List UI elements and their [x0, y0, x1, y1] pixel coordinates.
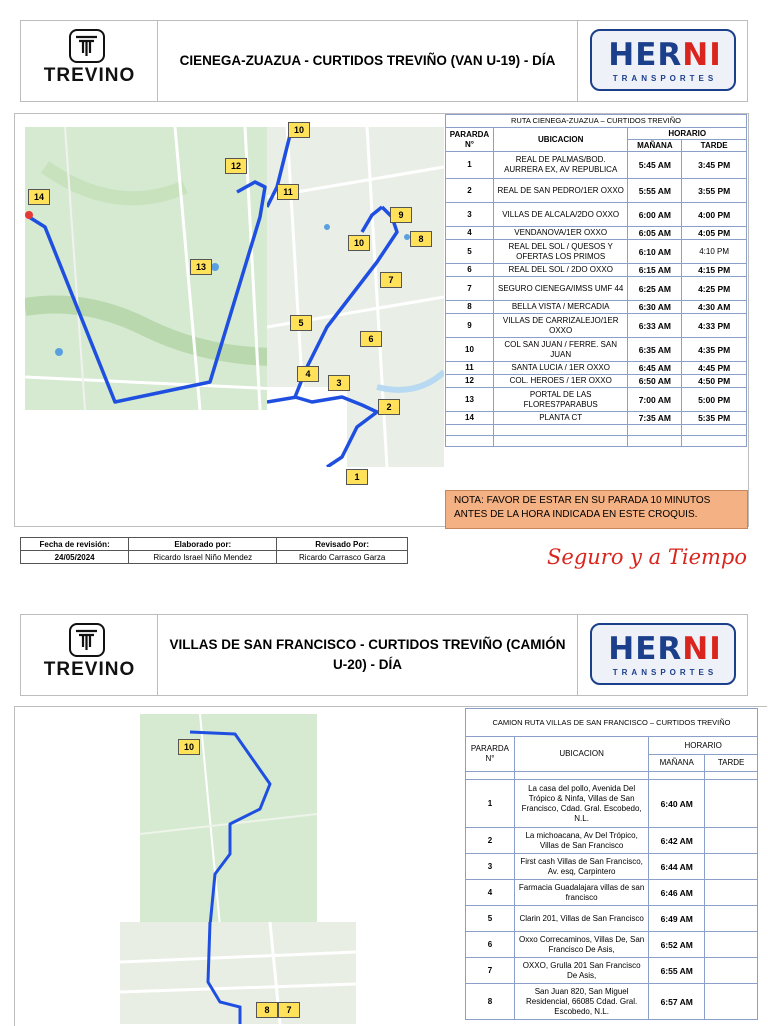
col-location-header: UBICACION — [493, 128, 627, 152]
route1-schedule-table — [445, 114, 747, 447]
table-row: 5 REAL DEL SOL / QUESOS Y OFERTAS LOS PRIMOS 6:10 AM 4:10 PM — [446, 240, 747, 264]
map-marker: 10 — [178, 739, 200, 755]
table-row: 3 First cash Villas de San Francisco, Av. esq, Carpintero 6:44 AM — [466, 854, 758, 880]
map-marker: 7 — [380, 272, 402, 288]
route2-title: VILLAS DE SAN FRANCISCO - CURTIDOS TREVIÑO (CAMIÓN U-20) - DÍA — [169, 637, 566, 672]
route1-table-caption: RUTA CIENEGA-ZUAZUA – CURTIDOS TREVIÑO — [446, 115, 747, 128]
map-marker: 13 — [190, 259, 212, 275]
col-schedule-header: HORARIO — [628, 128, 747, 140]
col-morning-header: MAÑANA — [628, 140, 682, 152]
route1-map-right-drawing — [267, 127, 444, 467]
map-marker: 4 — [297, 366, 319, 382]
trevino-t-icon — [69, 623, 105, 657]
map-marker: 9 — [390, 207, 412, 223]
table-row: 9 VILLAS DE CARRIZALEJO/1ER OXXO 6:33 AM 4:33 PM — [446, 314, 747, 338]
revision-table — [20, 537, 408, 564]
table-row: 8 BELLA VISTA / MERCADIA 6:30 AM 4:30 AM — [446, 301, 747, 314]
col-afternoon-header: TARDE — [682, 140, 747, 152]
table-row: 6 REAL DEL SOL / 2DO OXXO 6:15 AM 4:15 PM — [446, 264, 747, 277]
slogan: Seguro y a Tiempo — [547, 545, 748, 569]
col-schedule-header: HORARIO — [649, 737, 758, 755]
route2-header — [20, 614, 748, 696]
table-row: 10 COL SAN JUAN / FERRE. SAN JUAN 6:35 AM 4:35 PM — [446, 338, 747, 362]
herni-logo-text-b: NI — [682, 631, 722, 667]
revision-reviewed-label: Revisado Por: — [277, 538, 408, 551]
col-stop-header: PARARDA N° — [466, 737, 515, 772]
herni-logo — [577, 21, 747, 101]
map-marker: 3 — [328, 375, 350, 391]
map-marker: 11 — [277, 184, 299, 200]
herni-logo-text-b: NI — [682, 37, 722, 73]
map-marker: 10 — [288, 122, 310, 138]
trevino-logo-text: TREVINO — [43, 659, 136, 680]
revision-made-label: Elaborado por: — [129, 538, 277, 551]
revision-date: 24/05/2024 — [21, 551, 129, 564]
table-row: 7 OXXO, Grulla 201 San Francisco De Asis, 6:55 AM — [466, 958, 758, 984]
table-row: 1 REAL DE PALMAS/BOD. AURRERA EX, AV REPUBLICA 5:45 AM 3:45 PM — [446, 152, 747, 179]
route1-map-right — [267, 127, 444, 467]
revision-reviewed-by: Ricardo Carrasco Garza — [277, 551, 408, 564]
map-marker: 8 — [410, 231, 432, 247]
trevino-logo — [21, 21, 158, 101]
route1-title: CIENEGA-ZUAZUA - CURTIDOS TREVIÑO (VAN U-19) - DÍA — [179, 53, 556, 68]
revision-made-by: Ricardo Israel Niño Mendez — [129, 551, 277, 564]
col-afternoon-header: TARDE — [705, 755, 758, 772]
table-row: 1 La casa del pollo, Avenida Del Trópico & Ninfa, Villas de San Francisco, Cdad. Gral. Escobedo, N.L. 6:40 AM — [466, 780, 758, 828]
route1-header — [20, 20, 748, 102]
table-row: 3 VILLAS DE ALCALA/2DO OXXO 6:00 AM 4:00 PM — [446, 203, 747, 227]
table-row: 13 PORTAL DE LAS FLORES7PARABUS 7:00 AM 5:00 PM — [446, 388, 747, 412]
table-row: 5 Clarin 201, Villas de San Francisco 6:49 AM — [466, 906, 758, 932]
trevino-logo — [21, 615, 158, 695]
route2-schedule-table — [465, 708, 758, 1020]
table-row: 4 VENDANOVA/1ER OXXO 6:05 AM 4:05 PM — [446, 227, 747, 240]
trevino-t-icon — [69, 29, 105, 63]
table-row: 2 La michoacana, Av Del Trópico, Villas de San Francisco 6:42 AM — [466, 828, 758, 854]
table-row: 11 SANTA LUCIA / 1ER OXXO 6:45 AM 4:45 PM — [446, 362, 747, 375]
table-row: 6 Oxxo Correcaminos, Villas De, San Francisco De Asis, 6:52 AM — [466, 932, 758, 958]
map-marker: 6 — [360, 331, 382, 347]
map-marker: 1 — [346, 469, 368, 485]
map-marker: 2 — [378, 399, 400, 415]
trevino-logo-text: TREVINO — [43, 65, 136, 86]
route2-map-lower-drawing — [120, 922, 356, 1024]
revision-date-label: Fecha de revisión: — [21, 538, 129, 551]
table-row: 2 REAL DE SAN PEDRO/1ER OXXO 5:55 AM 3:55 PM — [446, 179, 747, 203]
map-marker: 10 — [348, 235, 370, 251]
table-row: 12 COL. HEROES / 1ER OXXO 6:50 AM 4:50 PM — [446, 375, 747, 388]
herni-logo-subtitle: TRANSPORTES — [612, 74, 718, 83]
col-stop-header: PARARDA N° — [446, 128, 494, 152]
herni-logo — [577, 615, 747, 695]
route1-note: NOTA: FAVOR DE ESTAR EN SU PARADA 10 MINUTOS ANTES DE LA HORA INDICADA EN ESTE CROQUIS. — [445, 490, 748, 529]
table-row-empty — [446, 425, 747, 436]
col-location-header: UBICACION — [514, 737, 648, 772]
herni-logo-text-a: HER — [608, 37, 683, 73]
table-row: 4 Farmacia Guadalajara villas de san francisco 6:46 AM — [466, 880, 758, 906]
herni-logo-subtitle: TRANSPORTES — [612, 668, 718, 677]
table-row: 7 SEGURO CIENEGA/IMSS UMF 44 6:25 AM 4:25 PM — [446, 277, 747, 301]
route2-map-upper-drawing — [140, 714, 317, 926]
table-row-empty — [446, 436, 747, 447]
map-marker: 8 — [256, 1002, 278, 1018]
route2-map-upper — [140, 714, 317, 926]
map-marker: 5 — [290, 315, 312, 331]
route2-map-lower — [120, 922, 356, 1024]
table-row: 8 San Juan 820, San Miguel Residencial, 66085 Cdad. Gral. Escobedo, N.L. 6:57 AM — [466, 984, 758, 1020]
map-marker: 12 — [225, 158, 247, 174]
herni-logo-text-a: HER — [608, 631, 683, 667]
col-morning-header: MAÑANA — [649, 755, 705, 772]
route2-table-caption: CAMION RUTA VILLAS DE SAN FRANCISCO – CURTIDOS TREVIÑO — [466, 709, 758, 737]
map-marker: 7 — [278, 1002, 300, 1018]
map-marker: 14 — [28, 189, 50, 205]
table-row: 14 PLANTA CT 7:35 AM 5:35 PM — [446, 412, 747, 425]
